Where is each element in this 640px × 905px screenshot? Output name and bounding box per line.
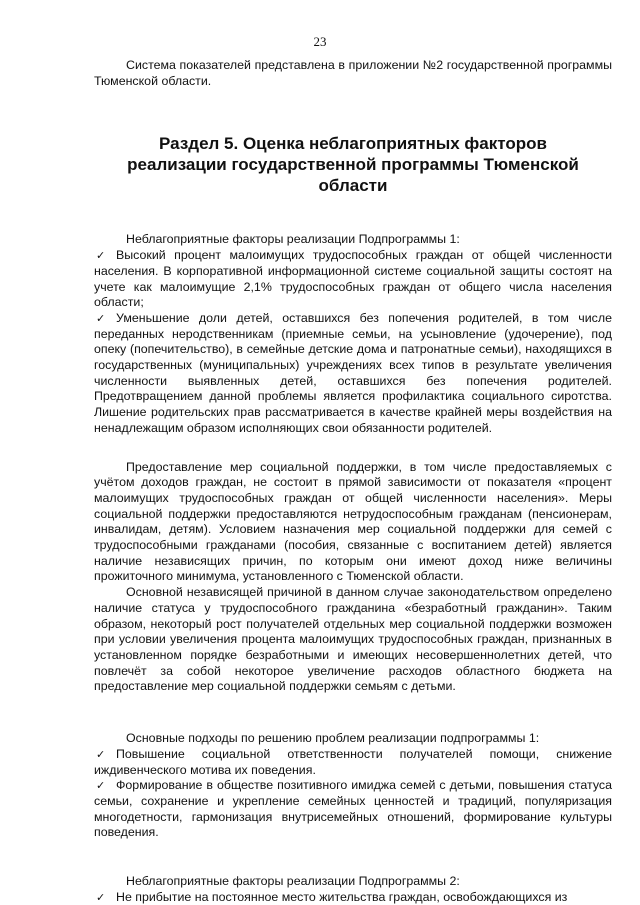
- page-number: 23: [313, 34, 327, 49]
- approaches-item-text: Формирование в обществе позитивного имиджа семей с детьми, повышения статуса семьи, сохранение и укрепление семейных ценностей и традиций, популяризация многодетности, гармонизация внутрисемейных отношений, формирование культуры поведения.: [94, 778, 612, 840]
- section-title: Раздел 5. Оценка неблагоприятных факторов реализации государственной программы Тюменской области: [127, 134, 579, 196]
- factors1-item-text: Уменьшение доли детей, оставшихся без попечения родителей, в том числе переданных неродственникам (приемные семьи, на усыновление (удочерение), под опеку (попечительство), в семейные детские дома и патронатные семьи), находящихся в государственных (муниципальных) учреждениях всех типов в результате увеличения численности выявленных детей, оставшихся без попечения родителей. Предотвращением данной проблемы является профилактика социального сиротства. Лишение родительских прав рассматривается в качестве крайней меры воздействия на ненадлежащим образом исполняющих свои обязанности родителей.: [94, 310, 612, 435]
- factors2-heading: Неблагоприятные факторы реализации Подпрограммы 2:: [126, 874, 460, 889]
- factors1-item-text: Высокий процент малоимущих трудоспособных граждан от общей численности населения. В корпоративной информационной системе социальной защиты состоят на учете как малоимущие 2,1% трудоспособных граждан от общего числа населения области;: [94, 248, 612, 310]
- reason-paragraph: Основной независящей причиной в данном случае законодательством определено наличие статуса у трудоспособного гражданина «безработный гражданин». Таким образом, некоторый рост получателей отдельных мер социальной поддержки возможен при условии увеличения процента малоимущих трудоспособных граждан, признанных в установленном порядке безработными и имеющих несовершеннолетних детей, что повлечёт за собой некоторое увеличение расходов областного бюджета на предоставление мер социальной поддержки семьям с детьми.: [94, 585, 612, 694]
- support-paragraph: Предоставление мер социальной поддержки, в том числе предоставляемых с учётом доходов граждан, не состоит в прямой зависимости от показателя «процент малоимущих трудоспособных граждан от общей численности населения». Меры социальной поддержки предоставляются нетрудоспособным гражданам (пенсионерам, инвалидам, детям). Условием назначения мер социальной поддержки для семей с трудоспособными гражданами (пособия, связанные с воспитанием детей) является наличие независящих причин, по которым они имеют доход ниже величины прожиточного минимума, установленного с Тюменской области.: [94, 459, 612, 584]
- approaches-item-text: Повышение социальной ответственности получателей помощи, снижение иждивенческого мотива их поведения.: [94, 746, 612, 777]
- factors2-item: [94, 890, 612, 905]
- check-icon: ✓: [96, 779, 106, 793]
- factors1-heading: Неблагоприятные факторы реализации Подпрограммы 1:: [126, 232, 460, 247]
- document-body: [94, 58, 612, 905]
- factors2-item-text: Не прибытие на постоянное место жительства граждан, освобождающихся из: [116, 889, 568, 904]
- check-icon: ✓: [96, 311, 106, 325]
- approaches-item: [94, 778, 612, 841]
- approaches-item: [94, 747, 612, 778]
- check-icon: ✓: [96, 747, 106, 761]
- check-icon: ✓: [96, 249, 106, 263]
- approaches-heading: Основные подходы по решению проблем реализации подпрограммы 1:: [126, 731, 540, 746]
- factors1-item: [94, 311, 612, 437]
- check-icon: ✓: [96, 890, 106, 904]
- factors1-item: [94, 248, 612, 311]
- intro-paragraph: Система показателей представлена в приложении №2 государственной программы Тюменской области.: [94, 58, 612, 88]
